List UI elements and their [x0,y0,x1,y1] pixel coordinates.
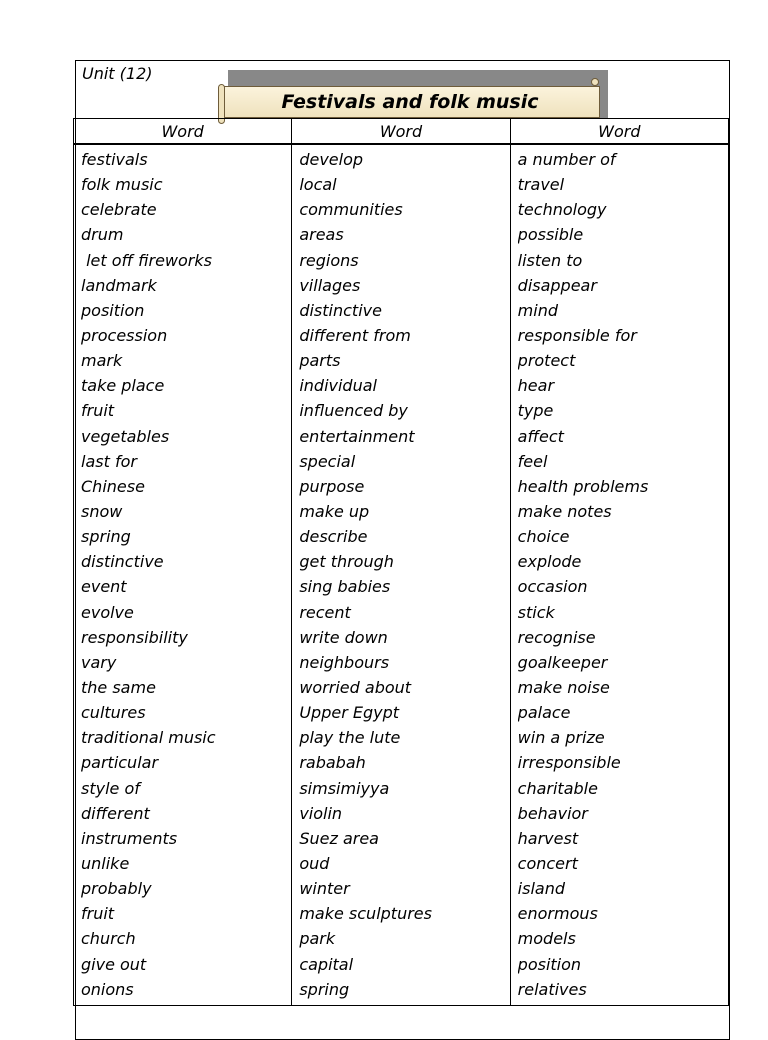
column-header-3: Word [510,119,728,145]
word-item: last for [81,451,137,471]
word-item: mark [81,351,123,371]
word-item: individual [299,376,377,396]
word-item: winter [299,879,350,899]
word-item: enormous [517,904,598,924]
word-item: make sculptures [299,904,432,924]
word-item: position [81,300,145,320]
word-item: a number of [517,150,616,169]
word-item: regions [299,250,359,270]
header-row [74,119,729,145]
word-item: unlike [81,853,130,873]
word-item: concert [517,853,578,873]
word-item: position [517,954,582,974]
word-column-2 [292,144,510,1005]
word-item: describe [299,527,368,547]
word-item: different from [299,325,411,345]
word-item: evolve [81,602,134,622]
word-item: probably [81,879,152,899]
word-item: behavior [517,803,588,823]
word-item: make noise [517,677,610,697]
word-item: Chinese [81,476,145,496]
word-column-1 [74,144,292,1005]
word-item: island [517,879,565,899]
word-item: festivals [81,150,148,169]
word-item: distinctive [299,300,382,320]
word-item: the same [81,677,156,697]
word-item: areas [299,225,344,245]
word-item: irresponsible [517,753,621,773]
word-item: relatives [517,979,587,999]
vocabulary-table [73,118,729,1006]
word-item: let off fireworks [81,250,212,270]
word-item: possible [517,225,584,245]
word-item: spring [299,979,350,999]
word-item: instruments [81,828,178,848]
word-item: play the lute [299,728,401,748]
word-item: cultures [81,703,146,723]
page-title: Festivals and folk music [281,91,539,113]
word-item: feel [517,451,548,471]
word-item: folk music [81,175,163,195]
word-item: entertainment [299,426,415,446]
word-item: affect [517,426,564,446]
column-header-1: Word [74,119,292,145]
word-item: disappear [517,275,597,295]
word-item: snow [81,501,123,521]
word-item: villages [299,275,361,295]
word-item: celebrate [81,200,157,220]
word-item: church [81,929,136,949]
word-item: Suez area [299,828,379,848]
word-item: goalkeeper [517,652,608,672]
word-item: violin [299,803,343,823]
word-item: occasion [517,577,588,597]
word-item: write down [299,627,388,647]
word-column-3 [510,144,728,1005]
word-item: explode [517,552,582,572]
word-item: make up [299,501,370,521]
word-item: Upper Egypt [299,703,400,723]
word-item: onions [81,979,134,999]
word-item: fruit [81,401,115,421]
word-item: win a prize [517,728,605,748]
word-item: special [299,451,356,471]
word-item: particular [81,753,159,773]
word-item: capital [299,954,354,974]
word-item: park [299,929,336,949]
word-item: drum [81,225,124,245]
word-item: simsimiyya [299,778,390,798]
word-item: hear [517,376,555,396]
word-item: vegetables [81,426,170,446]
word-item: choice [517,527,570,547]
word-item: rababah [299,753,366,773]
word-item: charitable [517,778,598,798]
word-item: vary [81,652,117,672]
word-item: mind [517,300,558,320]
word-item: get through [299,552,394,572]
word-item: type [517,401,554,421]
word-item: spring [81,527,131,547]
unit-label: Unit (12) [82,64,153,83]
word-item: worried about [299,677,412,697]
word-item: recent [299,602,351,622]
word-item: style of [81,778,140,798]
word-row [74,144,729,1005]
word-item: procession [81,325,168,345]
word-item: develop [299,150,364,169]
word-item: stick [517,602,555,622]
word-item: distinctive [81,552,164,572]
word-item: take place [81,376,165,396]
word-item: health problems [517,476,649,496]
word-item: influenced by [299,401,408,421]
column-header-2: Word [292,119,510,145]
word-item: technology [517,200,607,220]
word-item: make notes [517,501,612,521]
word-item: parts [299,351,341,371]
word-item: local [299,175,337,195]
word-item: oud [299,853,330,873]
scroll-curl-right-icon [591,78,599,86]
word-item: traditional music [81,728,216,748]
word-item: harvest [517,828,579,848]
word-item: palace [517,703,571,723]
word-item: purpose [299,476,365,496]
word-item: give out [81,954,147,974]
title-banner [220,86,600,118]
word-item: listen to [517,250,583,270]
word-item: neighbours [299,652,390,672]
word-item: responsibility [81,627,188,647]
word-item: recognise [517,627,596,647]
word-item: models [517,929,576,949]
word-item: fruit [81,904,115,924]
word-item: sing babies [299,577,391,597]
word-item: travel [517,175,565,195]
word-item: landmark [81,275,157,295]
word-item: responsible for [517,325,637,345]
word-item: protect [517,351,576,371]
word-item: communities [299,200,403,220]
word-item: event [81,577,127,597]
word-item: different [81,803,150,823]
